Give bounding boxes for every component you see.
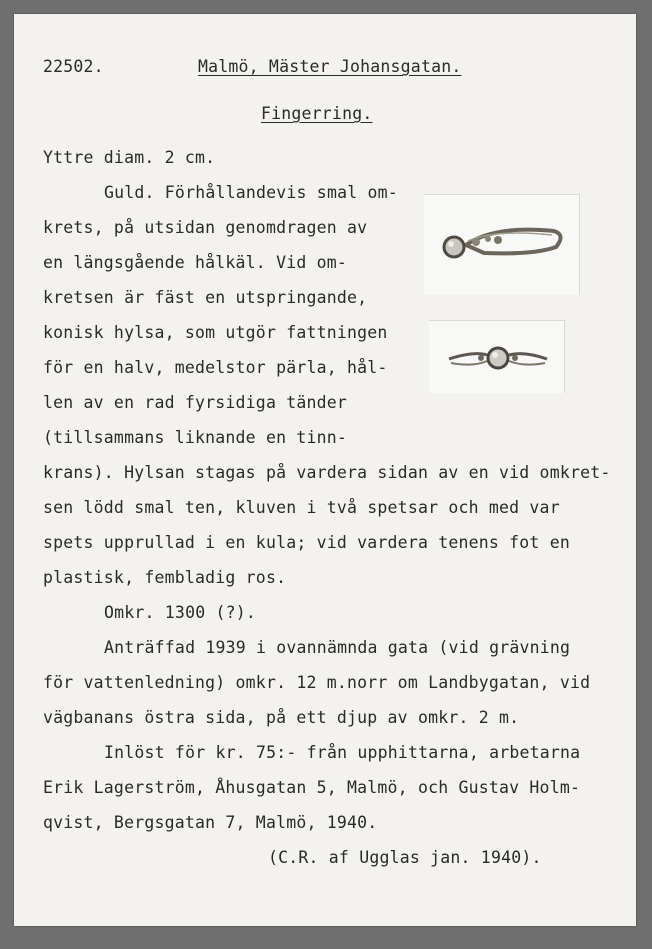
text-line-12: spets upprullad i en kula; vid vardera tenens fot en: [43, 533, 570, 552]
text-line-15: Anträffad 1939 i ovannämnda gata (vid grävning: [104, 638, 571, 657]
text-line-18: Inlöst för kr. 75:- från upphittarna, arbetarna: [104, 743, 581, 762]
find-location: Malmö, Mäster Johansgatan.: [198, 57, 462, 76]
ring-top-photo: [429, 320, 565, 393]
text-line-19: Erik Lagerström, Åhusgatan 5, Malmö, och Gustav Holm-: [43, 778, 581, 797]
text-line-21: (C.R. af Ugglas jan. 1940).: [268, 848, 542, 867]
catalog-card: [14, 14, 636, 926]
text-line-1: Yttre diam. 2 cm.: [43, 148, 216, 167]
text-line-20: qvist, Bergsgatan 7, Malmö, 1940.: [43, 813, 378, 832]
text-line-6: konisk hylsa, som utgör fattningen: [43, 323, 388, 342]
ring-side-illustration: [424, 195, 579, 295]
text-line-13: plastisk, fembladig ros.: [43, 568, 287, 587]
ring-side-photo: [424, 194, 580, 295]
text-line-4: en längsgående hålkäl. Vid om-: [43, 253, 348, 272]
text-line-9: (tillsammans liknande en tinn-: [43, 428, 348, 447]
text-line-14: Omkr. 1300 (?).: [104, 603, 257, 622]
object-title: Fingerring.: [261, 104, 373, 123]
text-line-2: Guld. Förhållandevis smal om-: [104, 183, 398, 202]
text-line-5: kretsen är fäst en utspringande,: [43, 288, 368, 307]
text-line-8: len av en rad fyrsidiga tänder: [43, 393, 348, 412]
text-line-7: för en halv, medelstor pärla, hål-: [43, 358, 388, 377]
ring-top-illustration: [429, 321, 564, 393]
text-line-10: krans). Hylsan stagas på vardera sidan av en vid omkret-: [43, 463, 611, 482]
text-line-16: för vattenledning) omkr. 12 m.norr om Landbygatan, vid: [43, 673, 591, 692]
text-line-17: vägbanans östra sida, på ett djup av omkr. 2 m.: [43, 708, 520, 727]
catalog-number: 22502.: [43, 57, 104, 76]
text-line-11: sen lödd smal ten, kluven i två spetsar och med var: [43, 498, 560, 517]
text-line-3: krets, på utsidan genomdragen av: [43, 218, 368, 237]
